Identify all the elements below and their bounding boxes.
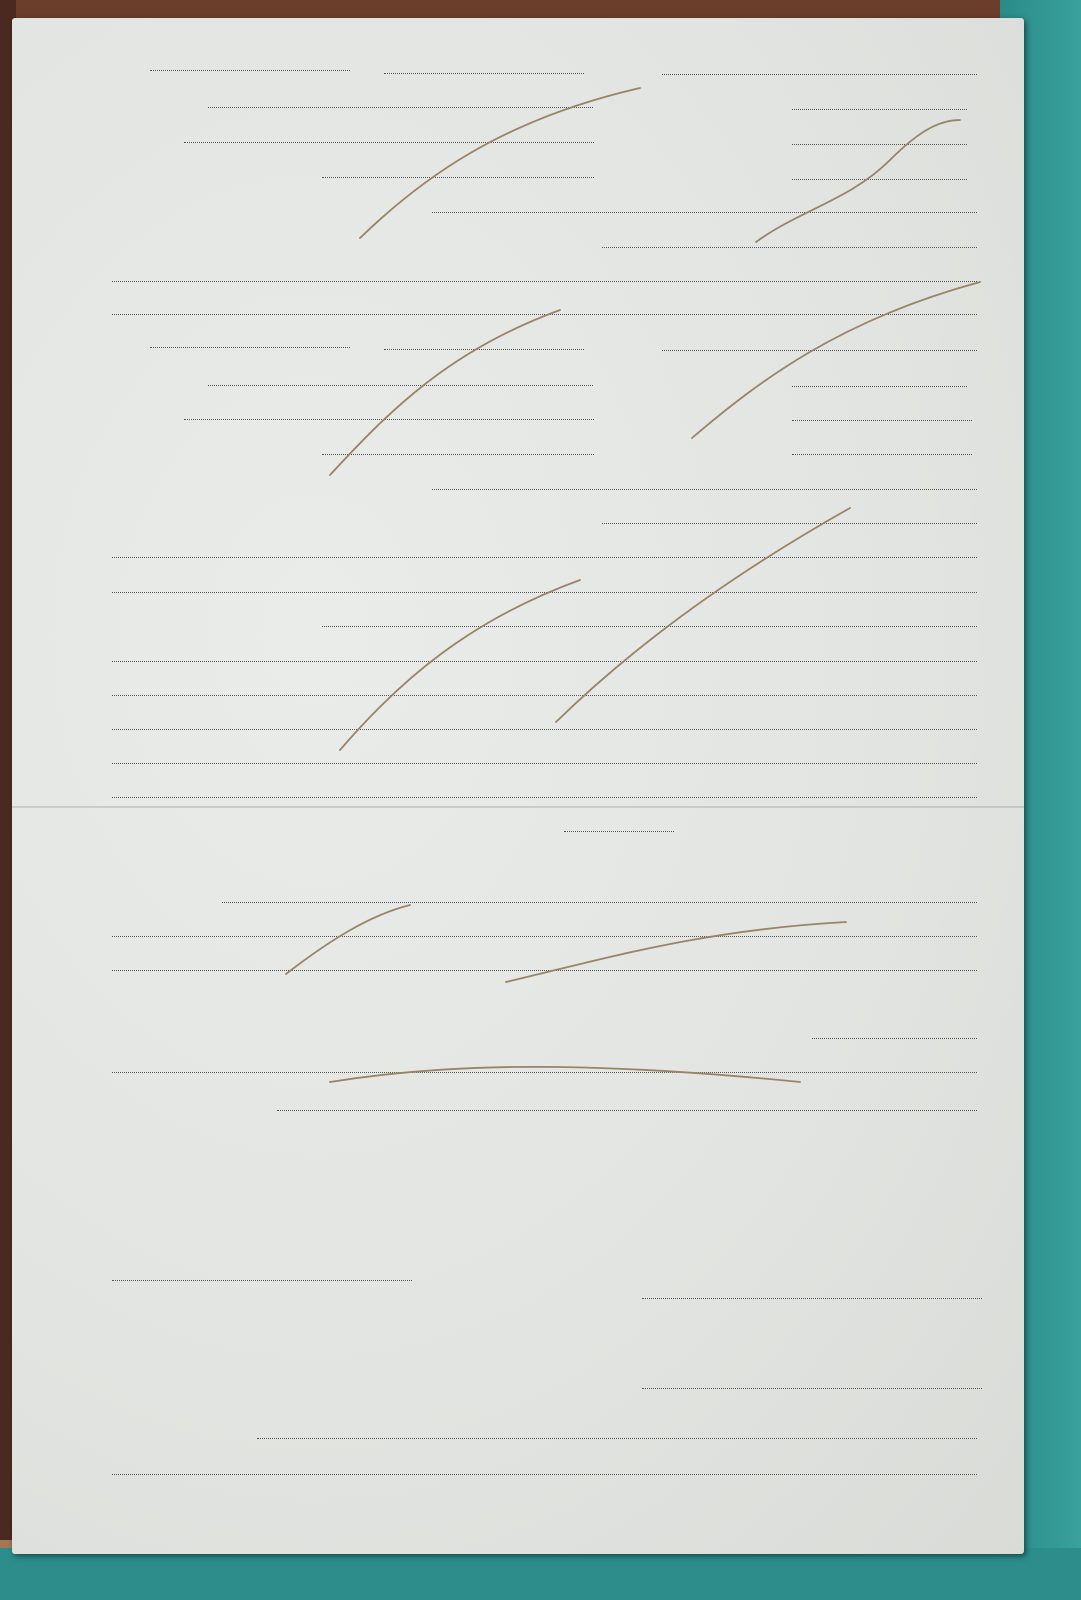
c-comandante-2-field: [792, 420, 972, 421]
c-azioni-field: [602, 523, 977, 524]
d-field: [322, 626, 977, 627]
testimoni-field-1: [257, 1438, 977, 1439]
c-azioni-line-2: [112, 557, 977, 558]
c-localita-field: [662, 350, 977, 351]
b-al-field: [384, 73, 584, 74]
form-sheet: [12, 18, 1024, 1554]
c-brigata-field: [184, 419, 594, 420]
c-al-field: [384, 349, 584, 350]
q13-line4: [112, 936, 977, 937]
d-line-3: [112, 695, 977, 696]
d-line-6: [112, 797, 977, 798]
c-mansioni-field: [432, 489, 977, 490]
visto-field: [642, 1388, 982, 1389]
q13-answer-field: [564, 831, 674, 832]
b-dal-field: [150, 70, 350, 71]
c-azioni-line-3: [112, 592, 977, 593]
b-mansioni-field: [432, 212, 977, 213]
data-field: [112, 1280, 412, 1281]
b-comandante-3-field: [792, 179, 967, 180]
c-comandante-1-field: [792, 386, 967, 387]
c-distaccamento-field: [322, 454, 594, 455]
b-localita-field: [662, 74, 977, 75]
b-distaccamento-field: [322, 177, 594, 178]
c-comandante-3-field: [792, 454, 972, 455]
b-azioni-line-3: [112, 314, 977, 315]
q15-field: [277, 1110, 977, 1111]
b-brigata-field: [184, 142, 594, 143]
teal-bottom-background: [0, 1548, 1081, 1600]
b-azioni-line-2: [112, 281, 977, 282]
q14-answer-field: [812, 1038, 977, 1039]
q13-line5: [112, 970, 977, 971]
c-dal-field: [150, 347, 350, 348]
d-line-5: [112, 763, 977, 764]
b-comandante-2-field: [792, 144, 967, 145]
d-line-2: [112, 661, 977, 662]
firma-field: [642, 1298, 982, 1299]
b-comandante-1-field: [792, 109, 967, 110]
q14-line3: [112, 1072, 977, 1073]
testimoni-field-2: [112, 1474, 977, 1475]
d-line-4: [112, 729, 977, 730]
q13-line3-field: [222, 902, 977, 903]
b-azioni-field: [602, 247, 977, 248]
b-divisione-field: [208, 107, 593, 108]
c-divisione-field: [208, 385, 593, 386]
paper-fold: [12, 806, 1024, 808]
